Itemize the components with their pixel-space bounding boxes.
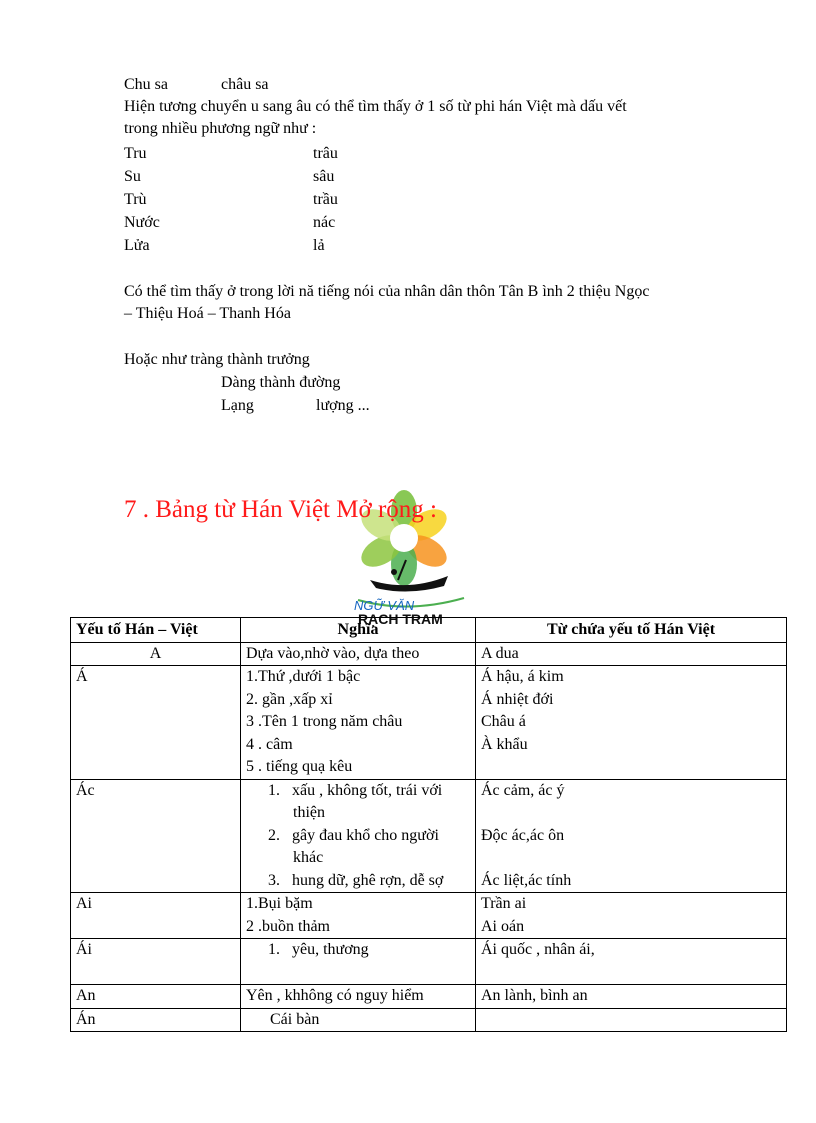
cell-meaning: 1. yêu, thương <box>241 939 476 985</box>
pair-right: trâu <box>313 145 338 162</box>
pair-left: Nước <box>124 214 160 231</box>
table-row <box>71 779 787 893</box>
cell-words: Ái quốc , nhân ái, <box>476 939 787 985</box>
logo-text-bottom: RẠCH TRAM <box>358 611 443 627</box>
table-row <box>71 985 787 1009</box>
cell-words: Trần ai Ai oán <box>476 893 787 939</box>
paragraph-3-line-1: Hoặc như tràng thành trưởng <box>124 351 310 368</box>
table-row <box>71 893 787 939</box>
header-element: Yếu tố Hán – Việt <box>71 618 241 643</box>
cell-element: Ai <box>71 893 241 939</box>
cell-meaning: Yên , khhông có nguy hiểm <box>241 985 476 1009</box>
cell-words: A dua <box>476 642 787 666</box>
header-meaning: Nghĩa <box>241 618 476 643</box>
pair-left: Lửa <box>124 237 150 254</box>
logo-text-top: NGỮ VĂN <box>354 598 415 613</box>
paragraph-2-line-1: Có thể tìm thấy ở trong lời nă tiếng nói của nhân dân thôn Tân B ình 2 thiệu Ngọc <box>124 283 650 300</box>
pair-right: trầu <box>313 191 338 208</box>
section-heading: 7 . Bảng từ Hán Việt Mở rộng : <box>124 496 437 523</box>
table-row <box>71 939 787 985</box>
cell-words: Ác cảm, ác ý Độc ác,ác ôn Ác liệt,ác tính <box>476 779 787 893</box>
table-row <box>71 1008 787 1032</box>
cell-meaning: 1.Thứ ,dưới 1 bậc 2. gần ,xấp xỉ 3 .Tên 1 trong năm châu 4 . câm 5 . tiếng quạ kêu <box>241 666 476 780</box>
cell-meaning: Cái bàn <box>241 1008 476 1032</box>
han-viet-table <box>70 617 787 1032</box>
pair-right: lả <box>313 237 325 254</box>
pair-right: sâu <box>313 168 335 185</box>
cell-element: A <box>71 642 241 666</box>
cell-element: Ái <box>71 939 241 985</box>
paragraph-1-line-2: trong nhiều phương ngữ như : <box>124 120 317 137</box>
cell-meaning: 1. xấu , không tốt, trái với thiện 2. gây đau khổ cho người khác 3. hung dữ, ghê rợn, dễ sợ <box>241 779 476 893</box>
cell-meaning: Dựa vào,nhờ vào, dựa theo <box>241 642 476 666</box>
table-row <box>71 666 787 780</box>
cell-words: An lành, bình an <box>476 985 787 1009</box>
cell-words <box>476 1008 787 1032</box>
paragraph-3-line-2: Dàng thành đường <box>221 374 341 391</box>
cell-element: Ác <box>71 779 241 893</box>
header-words: Từ chứa yếu tố Hán Việt <box>476 618 787 643</box>
table-header-row <box>71 618 787 643</box>
cell-element: An <box>71 985 241 1009</box>
paragraph-2-line-2: – Thiệu Hoá – Thanh Hóa <box>124 305 291 322</box>
cell-meaning: 1.Bụi bặm 2 .buồn thảm <box>241 893 476 939</box>
pair-right: nác <box>313 214 336 231</box>
pair-left: Su <box>124 168 141 185</box>
paragraph-3-line-3b: lượng ... <box>316 397 370 414</box>
paragraph-3-line-3a: Lạng <box>221 397 254 414</box>
table-row <box>71 642 787 666</box>
cell-element: Á <box>71 666 241 780</box>
cell-words: Á hậu, á kim Á nhiệt đới Châu á À khẩu <box>476 666 787 780</box>
cell-element: Án <box>71 1008 241 1032</box>
pair-left: Tru <box>124 145 147 162</box>
pair-left: Trù <box>124 191 147 208</box>
intro-chau-sa: châu sa <box>221 76 269 93</box>
paragraph-1-line-1: Hiện tương chuyển u sang âu có thể tìm thấy ở 1 số từ phi hán Việt mà dấu vết <box>124 98 627 115</box>
intro-chu-sa: Chu sa <box>124 76 168 93</box>
